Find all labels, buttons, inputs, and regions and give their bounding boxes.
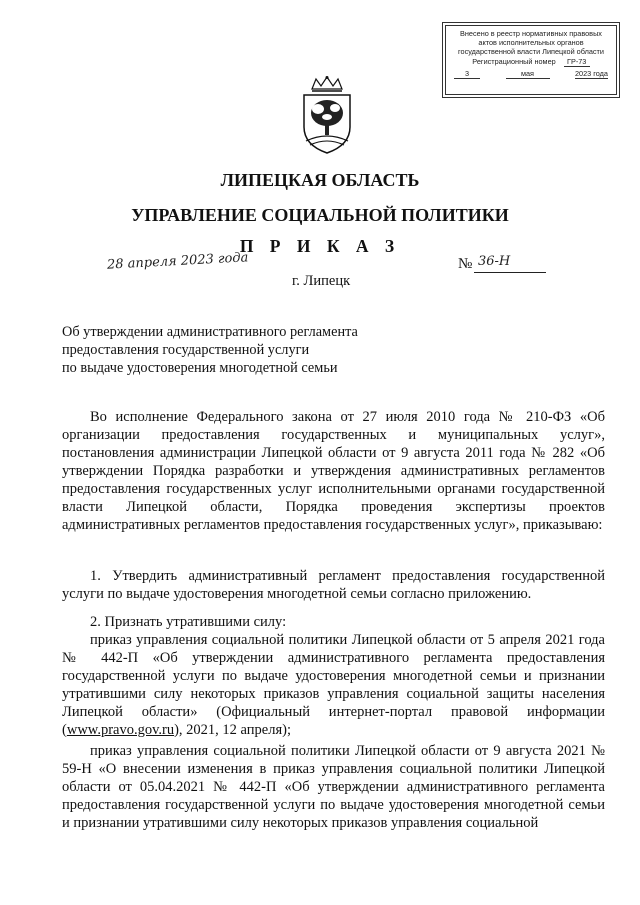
stamp-reg-label: Регистрационный номер [472,57,556,66]
pravo-link[interactable]: www.pravo.gov.ru [66,722,175,738]
stamp-line-1: Внесено в реестр нормативных правовых [460,29,602,38]
stamp-month: мая [506,69,550,79]
item-1-paragraph [62,567,605,603]
item-2-a-tail: ), 2021, 12 апреля); [174,722,291,738]
item-2-paragraph [62,613,605,739]
region-title: ЛИПЕЦКАЯ ОБЛАСТЬ [220,170,420,190]
coat-of-arms-icon [298,75,356,155]
city: г. Липецк [292,273,351,289]
preamble-paragraph [62,408,605,534]
department-title: УПРАВЛЕНИЕ СОЦИАЛЬНОЙ ПОЛИТИКИ [131,205,509,225]
subject-line-1: Об утверждении административного регламента [62,324,358,340]
handwritten-number: 36-Н [478,254,511,269]
stamp-year: 2023 года [575,69,608,78]
item-2-b-paragraph [62,742,605,832]
stamp-day: 3 [454,69,480,79]
item-2-a-text: приказ управления социальной политики Липецкой области от 5 апреля 2021 года № 442-П «Об утверждении административного регламента предоставления государственной услуги по выдаче удостоверения многодетной семьи и признании утратившими силу некоторых приказов управления социальной защиты населения Липецкой области» (Официальный интернет-портал правовой информации ( [62,632,605,738]
registration-stamp [445,25,617,95]
stamp-reg-row [446,57,616,67]
stamp-date-row [446,69,616,79]
item-2-a [62,631,605,739]
subject-line-3: по выдаче удостоверения многодетной семьи [62,360,338,376]
item-2-b-text: приказ управления социальной политики Липецкой области от 9 августа 2021 № 59-Н «О внесении изменения в приказ управления социальной политики Липецкой области от 05.04.2021 № 442-П «Об утверждении административного регламента предоставления государственной услуги по выдаче удостоверения многодетной семьи и признании утратившими силу некоторых приказов управления социальной [62,743,605,831]
stamp-line-2: актов исполнительных органов [478,38,584,47]
stamp-line-3: государственной власти Липецкой области [458,47,604,56]
preamble-text: Во исполнение Федерального закона от 27 июля 2010 года № 210-ФЗ «Об организации предоставления государственных и муниципальных услуг», постановления администрации Липецкой области от 9 августа 2011 года № 282 «Об утверждении Порядка разработки и утверждения административных регламентов предоставления государственных услуг исполнительными органами государственной власти Липецкой области, Порядка проведения экспертизы проектов административных регламентов предоставления государственных услуг», приказываю: [62,409,605,533]
document-type: П Р И К А З [239,236,401,256]
item-1-text: 1. Утвердить административный регламент предоставления государственной услуги по выдаче удостоверения многодетной семьи согласно приложению. [62,568,605,602]
subject-line-2: предоставления государственной услуги [62,342,310,358]
number-underline [474,272,546,273]
order-subject [62,323,358,377]
item-2-title: 2. Признать утратившими силу: [90,614,287,630]
number-label: № [458,256,473,272]
stamp-reg-number: ГР-73 [564,57,590,67]
handwritten-date: 28 апреля 2023 года [106,250,249,273]
